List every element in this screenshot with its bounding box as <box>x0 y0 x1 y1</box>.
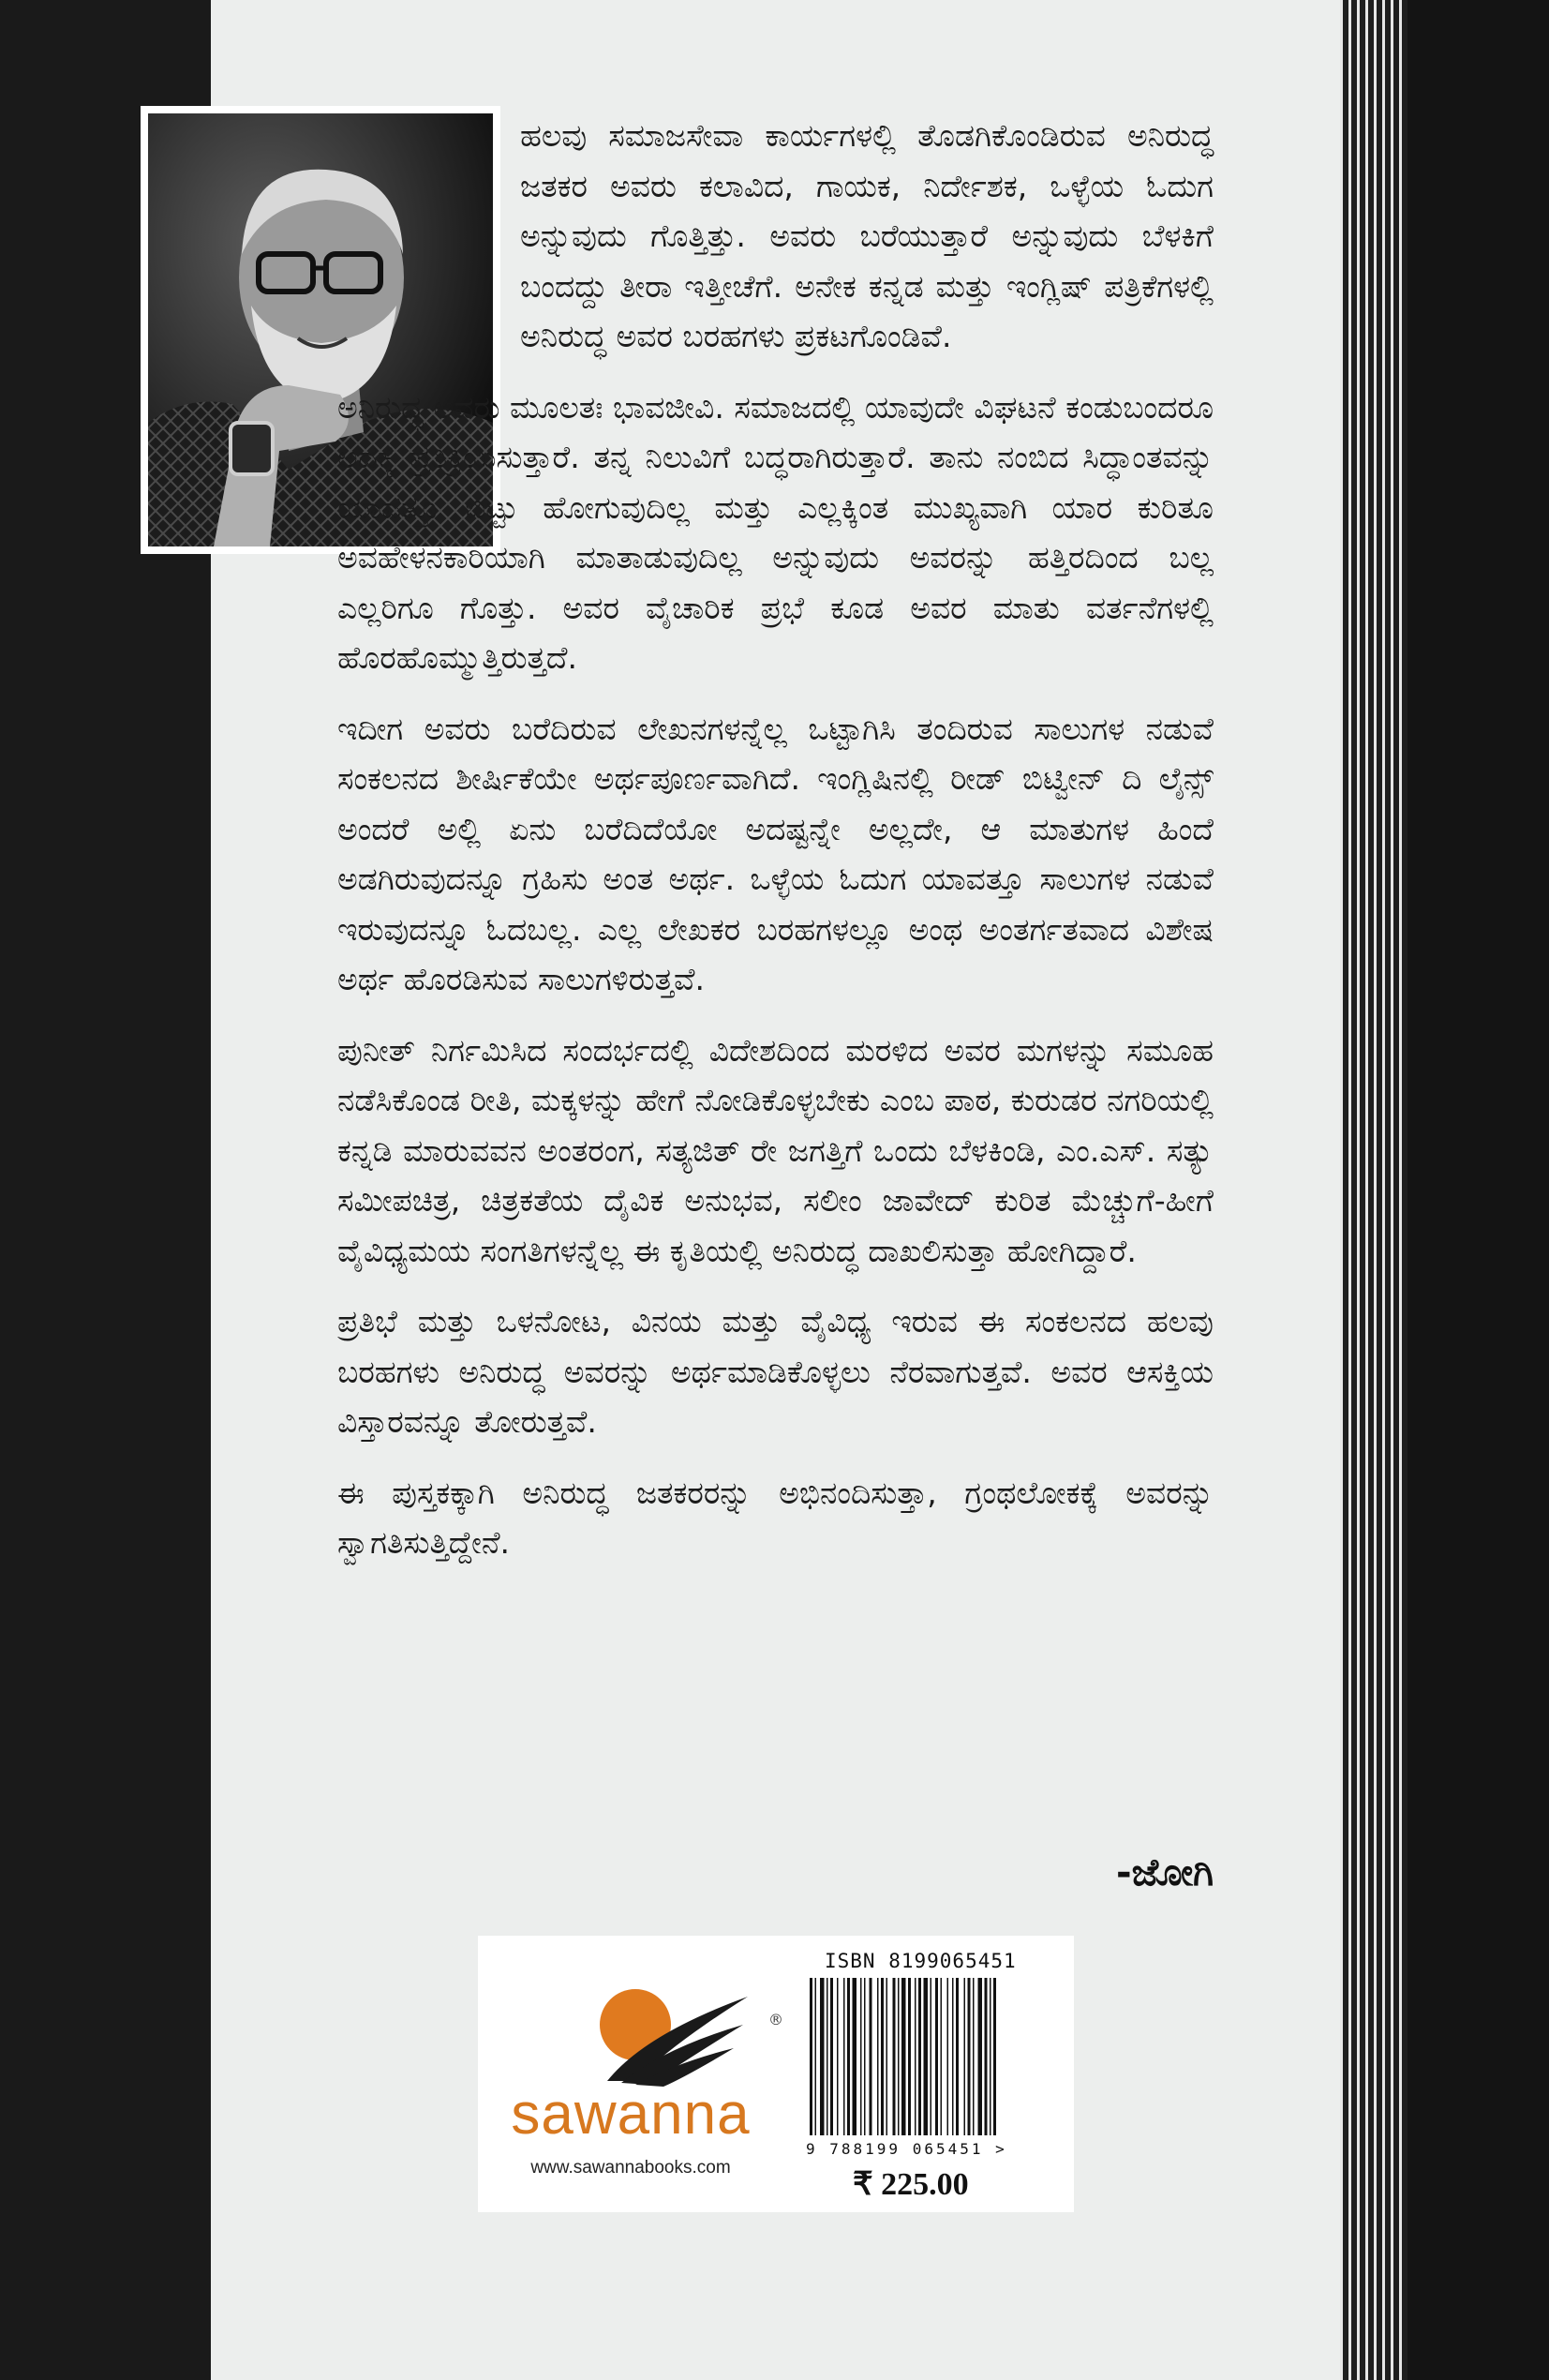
blurb-paragraph-6: ಈ ಪುಸ್ತಕಕ್ಕಾಗಿ ಅನಿರುದ್ಧ ಜತಕರರನ್ನು ಅಭಿನಂದಿಸುತ್ತಾ, ಗ್ರಂಥಲೋಕಕ್ಕೆ ಅವರನ್ನು ಸ್ವಾಗತಿಸುತ್ತಿದ್ದೇನೆ. <box>337 1474 1214 1561</box>
blurb-paragraph-3: ಇದೀಗ ಅವರು ಬರೆದಿರುವ ಲೇಖನಗಳನ್ನೆಲ್ಲ ಒಟ್ಟಾಗಿಸಿ ತಂದಿರುವ ಸಾಲುಗಳ ನಡುವೆ ಸಂಕಲನದ ಶೀರ್ಷಿಕೆಯೇ ಅರ್ಥಪೂರ್ಣವಾಗಿದೆ. ಇಂಗ್ಲಿಷಿನಲ್ಲಿ ರೀಡ್ ಬಿಟ್ವೀನ್ ದಿ ಲೈನ್ಸ್ ಅಂದರೆ ಅಲ್ಲಿ ಏನು ಬರೆದಿದೆಯೋ ಅದಷ್ಟನ್ನೇ ಅಲ್ಲದೇ, ಆ ಮಾತುಗಳ ಹಿಂದೆ ಅಡಗಿರುವುದನ್ನೂ ಗ್ರಹಿಸು ಅಂತ ಅರ್ಥ. ಒಳ್ಳೆಯ ಓದುಗ ಯಾವತ್ತೂ ಸಾಲುಗಳ ನಡುವೆ ಇರುವುದನ್ನೂ ಓದಬಲ್ಲ. ಎಲ್ಲ ಲೇಖಕರ ಬರಹಗಳಲ್ಲೂ ಅಂಥ ಅಂತರ್ಗತವಾದ ವಿಶೇಷ ಅರ್ಥ ಹೊರಡಿಸುವ ಸಾಲುಗಳಿರುತ್ತವೆ. <box>337 710 1214 997</box>
barcode <box>808 1978 1061 2135</box>
decorative-stripes <box>1340 0 1408 2380</box>
publisher-url: www.sawannabooks.com <box>530 2158 731 2178</box>
blurb-paragraph-4: ಪುನೀತ್ ನಿರ್ಗಮಿಸಿದ ಸಂದರ್ಭದಲ್ಲಿ ವಿದೇಶದಿಂದ ಮರಳಿದ ಅವರ ಮಗಳನ್ನು ಸಮೂಹ ನಡೆಸಿಕೊಂಡ ರೀತಿ, ಮಕ್ಕಳನ್ನು ಹೇಗೆ ನೋಡಿಕೊಳ್ಳಬೇಕು ಎಂಬ ಪಾಠ, ಕುರುಡರ ನಗರಿಯಲ್ಲಿ ಕನ್ನಡಿ ಮಾರುವವನ ಅಂತರಂಗ, ಸತ್ಯಜಿತ್ ರೇ ಜಗತ್ತಿಗೆ ಒಂದು ಬೆಳಕಿಂಡಿ, ಎಂ.ಎಸ್. ಸತ್ಯು ಸಮೀಪಚಿತ್ರ, ಚಿತ್ರಕತೆಯ ದೈವಿಕ ಅನುಭವ, ಸಲೀಂ ಜಾವೇದ್ ಕುರಿತ ಮೆಚ್ಚುಗೆ-ಹೀಗೆ ವೈವಿಧ್ಯಮಯ ಸಂಗತಿಗಳನ್ನೆಲ್ಲ ಈ ಕೃತಿಯಲ್ಲಿ ಅನಿರುದ್ಧ ದಾಖಲಿಸುತ್ತಾ ಹೋಗಿದ್ದಾರೆ. <box>337 1031 1214 1269</box>
publisher-logo-mark <box>495 1959 767 2090</box>
publisher-name: sawanna <box>511 2082 751 2147</box>
publisher-barcode-box <box>478 1936 1074 2212</box>
isbn-label: ISBN 8199065451 <box>825 1950 1017 1972</box>
blurb-paragraph-1: ಹಲವು ಸಮಾಜಸೇವಾ ಕಾರ್ಯಗಳಲ್ಲಿ ತೊಡಗಿಕೊಂಡಿರುವ ಅನಿರುದ್ಧ ಜತಕರ ಅವರು ಕಲಾವಿದ, ಗಾಯಕ, ನಿರ್ದೇಶಕ, ಒಳ್ಳೆಯ ಓದುಗ ಅನ್ನುವುದು ಗೊತ್ತಿತ್ತು. ಅವರು ಬರೆಯುತ್ತಾರೆ ಅನ್ನುವುದು ಬೆಳಕಿಗೆ ಬಂದದ್ದು ತೀರಾ ಇತ್ತೀಚೆಗೆ. ಅನೇಕ ಕನ್ನಡ ಮತ್ತು ಇಂಗ್ಲಿಷ್ ಪತ್ರಿಕೆಗಳಲ್ಲಿ ಅನಿರುದ್ಧ ಅವರ ಬರಹಗಳು ಪ್ರಕಟಗೊಂಡಿವೆ. <box>520 117 1214 354</box>
signature: -ಜೋಗಿ <box>1115 1851 1214 1894</box>
publisher-logo <box>495 1959 783 2189</box>
blurb-paragraph-2: ಅನಿರುದ್ಧ ಅವರು ಮೂಲತಃ ಭಾವಜೀವಿ. ಸಮಾಜದಲ್ಲಿ ಯಾವುದೇ ವಿಘಟನೆ ಕಂಡುಬಂದರೂ ಅದಕ್ಕೆ ಪ್ರತಿಕ್ರಿಯಿಸುತ್ತಾರೆ. ತನ್ನ ನಿಲುವಿಗೆ ಬದ್ಧರಾಗಿರುತ್ತಾರೆ. ತಾನು ನಂಬಿದ ಸಿದ್ಧಾಂತವನ್ನು ಯಾವತ್ತೂ ಬಿಟ್ಟು ಹೋಗುವುದಿಲ್ಲ ಮತ್ತು ಎಲ್ಲಕ್ಕಿಂತ ಮುಖ್ಯವಾಗಿ ಯಾರ ಕುರಿತೂ ಅವಹೇಳನಕಾರಿಯಾಗಿ ಮಾತಾಡುವುದಿಲ್ಲ ಅನ್ನುವುದು ಅವರನ್ನು ಹತ್ತಿರದಿಂದ ಬಲ್ಲ ಎಲ್ಲರಿಗೂ ಗೊತ್ತು. ಅವರ ವೈಚಾರಿಕ ಪ್ರಭೆ ಕೂಡ ಅವರ ಮಾತು ವರ್ತನೆಗಳಲ್ಲಿ ಹೊರಹೊಮ್ಮುತ್ತಿರುತ್ತದೆ. <box>337 388 1214 676</box>
price: ₹ 225.00 <box>853 2167 969 2202</box>
registered-mark: ® <box>768 2011 783 2028</box>
cover-dark-edge <box>1408 0 1549 2380</box>
blurb-text <box>337 111 1214 1589</box>
barcode-digits: 9 788199 065451 > <box>806 2140 1007 2158</box>
blurb-paragraph-5: ಪ್ರತಿಭೆ ಮತ್ತು ಒಳನೋಟ, ವಿನಯ ಮತ್ತು ವೈವಿಧ್ಯ ಇರುವ ಈ ಸಂಕಲನದ ಹಲವು ಬರಹಗಳು ಅನಿರುದ್ಧ ಅವರನ್ನು ಅರ್ಥಮಾಡಿಕೊಳ್ಳಲು ನೆರವಾಗುತ್ತವೆ. ಅವರ ಆಸಕ್ತಿಯ ವಿಸ್ತಾರವನ್ನೂ ತೋರುತ್ತವೆ. <box>337 1303 1214 1440</box>
